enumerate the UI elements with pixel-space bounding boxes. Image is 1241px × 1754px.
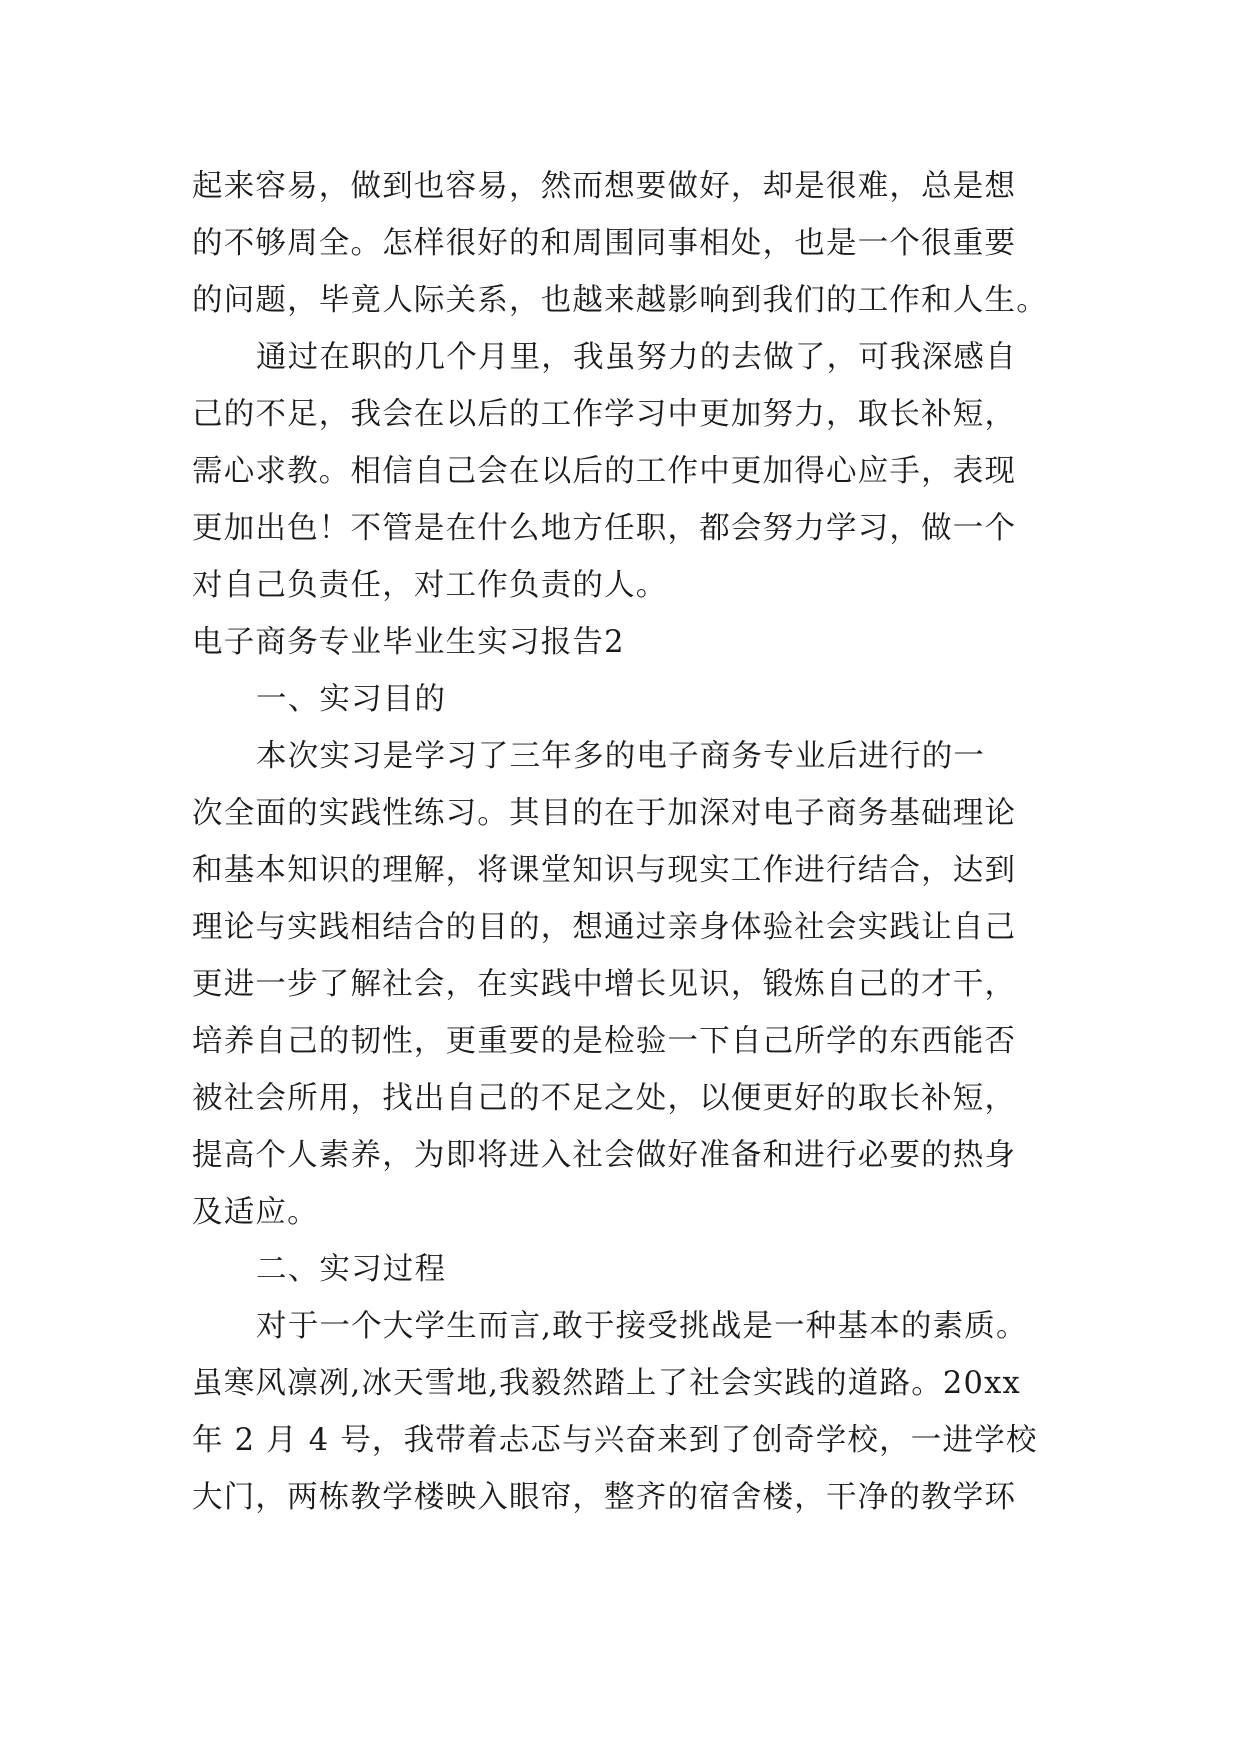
text-line: 理论与实践相结合的目的，想通过亲身体验社会实践让自己	[192, 910, 1017, 945]
text-line: 需心求教。相信自己会在以后的工作中更加得心应手，表现	[192, 454, 1017, 489]
document-body	[192, 158, 1072, 1526]
paragraph-start-line: 本次实习是学习了三年多的电子商务专业后进行的一	[256, 739, 986, 774]
text-line: 和基本知识的理解，将课堂知识与现实工作进行结合，达到	[192, 853, 1017, 888]
text-line: 培养自己的韧性，更重要的是检验一下自己所学的东西能否	[192, 1024, 1017, 1059]
text-line: 及适应。	[192, 1195, 319, 1230]
text-line: 己的不足，我会在以后的工作学习中更加努力，取长补短，	[192, 397, 1017, 432]
text-line: 被社会所用，找出自己的不足之处，以便更好的取长补短，	[192, 1081, 1017, 1116]
text-line: 虽寒风凛冽,冰天雪地,我毅然踏上了社会实践的道路。20xx	[192, 1366, 1021, 1401]
section-heading: 一、实习目的	[256, 682, 447, 717]
text-line: 年 2 月 4 号，我带着忐忑与兴奋来到了创奇学校，一进学校	[192, 1423, 1038, 1458]
text-line: 更加出色！不管是在什么地方任职，都会努力学习，做一个	[192, 511, 1017, 546]
text-line: 起来容易，做到也容易，然而想要做好，却是很难，总是想	[192, 169, 1017, 204]
text-line: 的问题，毕竟人际关系，也越来越影响到我们的工作和人生。	[192, 283, 1048, 318]
text-line: 的不够周全。怎样很好的和周围同事相处，也是一个很重要	[192, 226, 1017, 261]
text-line: 更进一步了解社会，在实践中增长见识，锻炼自己的才干，	[192, 967, 1017, 1002]
text-line: 次全面的实践性练习。其目的在于加深对电子商务基础理论	[192, 796, 1017, 831]
text-line: 大门，两栋教学楼映入眼帘，整齐的宿舍楼，干净的教学环	[192, 1480, 1017, 1515]
paragraph-start-line: 通过在职的几个月里，我虽努力的去做了，可我深感自	[256, 340, 1017, 375]
text-line: 对自己负责任，对工作负责的人。	[192, 568, 668, 603]
section-heading: 二、实习过程	[256, 1252, 447, 1287]
text-line: 提高个人素养，为即将进入社会做好准备和进行必要的热身	[192, 1138, 1017, 1173]
report-title: 电子商务专业毕业生实习报告2	[192, 625, 625, 660]
paragraph-start-line: 对于一个大学生而言,敢于接受挑战是一种基本的素质。	[256, 1309, 1028, 1344]
